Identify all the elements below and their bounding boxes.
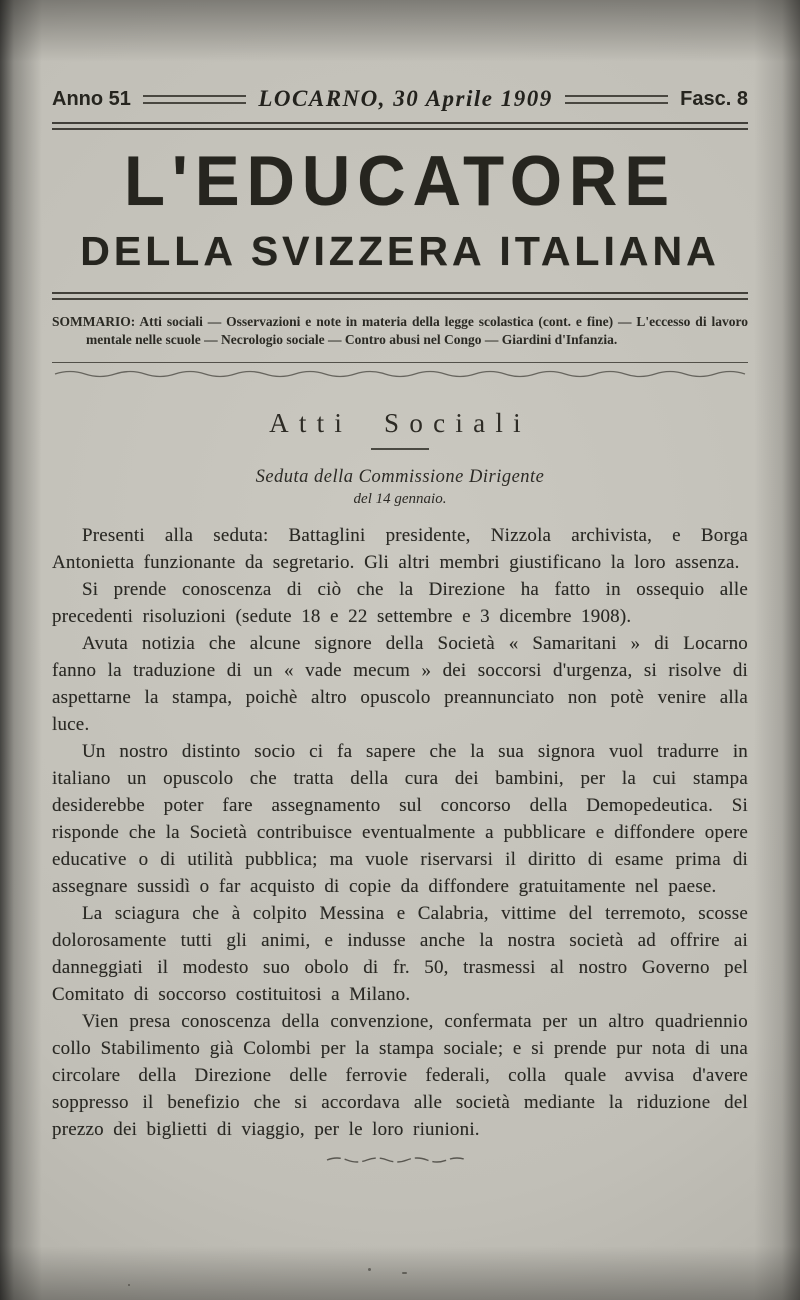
section-title: Atti Sociali [269,408,531,439]
masthead-title-line2: DELLA SVIZZERA ITALIANA [80,228,720,274]
issue-line [52,86,748,112]
article-subtitle-date: del 14 gennaio. [353,491,447,508]
summary-block [52,313,748,349]
paragraph: Presenti alla seduta: Battaglini presidente, Nizzola archivista, e Borga Antonietta funzionante da segretario. Gli altri membri giustificano la loro assenza. [52,525,748,574]
summary-label: SOMMARIO: [52,314,136,329]
article-body [52,522,748,1143]
scan-speck [402,1272,407,1274]
place-date: LOCARNO, 30 Aprile 1909 [258,86,553,111]
double-dash-right [565,95,668,104]
article-subtitle: Seduta della Commissione Dirigente [255,467,545,488]
end-divider [325,1155,475,1165]
masthead [52,86,748,300]
divider-double-rule-top [52,122,748,130]
divider-thin-rule [52,362,748,363]
paragraph: Vien presa conoscenza della convenzione, confermata per un altro quadriennio collo Stabilimento già Colombi per la stampa sociale; e si prende pur nota di una circolare della Direzione delle ferrovie federali, colla quale avvisa d'avere soppresso il benefizio che si accordava alle società mediante la riduzione del prezzo dei biglietti di viaggio, per le loro riunioni. [52,1011,748,1141]
fascicle-label: Fasc. 8 [680,87,748,110]
paragraph: Si prende conoscenza di ciò che la Direzione ha fatto in ossequio alle precedenti risoluzioni (sedute 18 e 22 settembre e 3 dicembre 1908). [52,579,748,628]
section-title-underline [371,448,429,450]
volume-label: Anno 51 [52,87,131,110]
double-dash-left [143,95,246,104]
scan-speck [368,1268,371,1271]
masthead-title-line1: L'EDUCATORE [123,142,677,221]
paragraph: Un nostro distinto socio ci fa sapere che la sua signora vuol tradurre in italiano un opuscolo che tratta della cura dei bambini, per la cui stampa desiderebbe poter fare assegnamento sul concorso della Demopedeutica. Si risponde che la Società contribuisce eventualmente a pubblicare e diffondere opere educative o di utilità pubblica; ma vuole riservarsi il diritto di esame prima di assegnare sussidì o far acquisto di copie da diffondere gratuitamente nel paese. [52,741,748,898]
scan-speck [128,1284,130,1286]
summary-text: Atti sociali — Osservazioni e note in materia della legge scolastica (cont. e fine) — L'eccesso di lavoro mentale nelle scuole — Necrologio sociale — Contro abusi nel Congo — Giardini d'Infanzia. [86,314,748,347]
article [52,408,748,1165]
paragraph: Avuta notizia che alcune signore della Società « Samaritani » di Locarno fanno la traduzione di un « vade mecum » dei soccorsi d'urgenza, si risolve di aspettarne la stampa, poichè altro opuscolo preannunciato non potè venire alla luce. [52,633,748,736]
paragraph: La sciagura che à colpito Messina e Calabria, vittime del terremoto, scosse dolorosamente tutti gli animi, e indusse anche la nostra società ad offrire ai danneggiati il modesto suo obolo di fr. 50, trasmessi al nostro Governo pel Comitato di soccorso costituitosi a Milano. [52,903,748,1006]
divider-double-rule-bottom [52,292,748,300]
wavy-divider [53,368,747,380]
